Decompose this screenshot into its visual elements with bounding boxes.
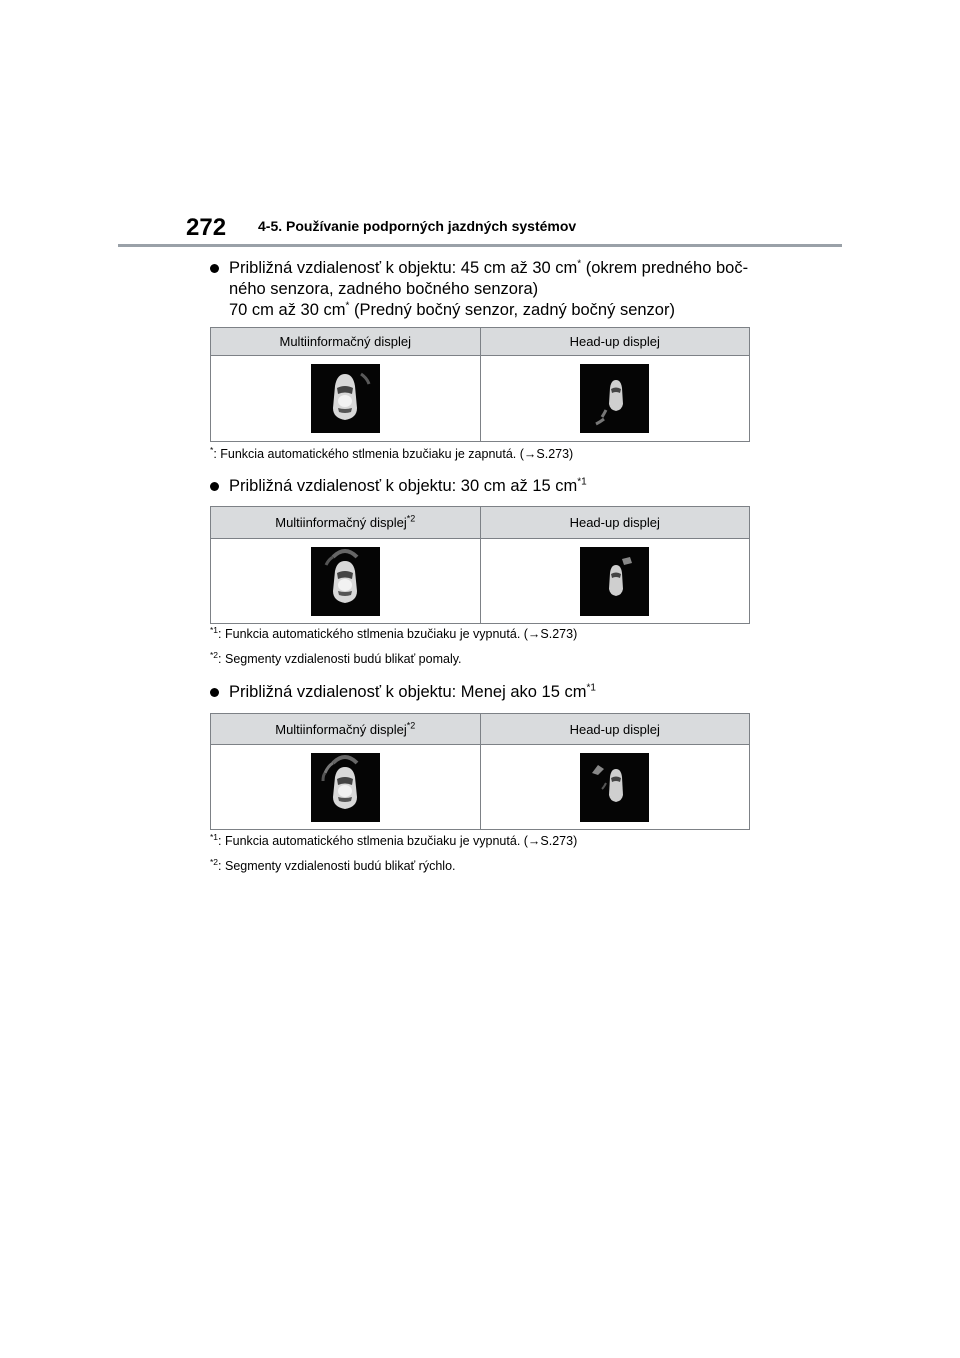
hud-sensor-image bbox=[580, 753, 649, 822]
bullet-line: 70 cm až 30 cm* (Predný bočný senzor, zadný bočný senzor) bbox=[229, 300, 675, 319]
header-divider bbox=[118, 244, 842, 247]
page-number: 272 bbox=[186, 214, 227, 241]
footnote: $^{*2}$: Segmenty vzdialenosti budú blikať pomaly. bbox=[210, 649, 462, 666]
column-header-multiinfo: Multiinformačný displej bbox=[211, 328, 481, 356]
bullet-line: Približná vzdialenosť k objektu: 30 cm až 15 $cm^{*1}$ bbox=[229, 476, 587, 495]
bullet-distance-under-15 bbox=[210, 682, 596, 703]
multiinfo-display-cell bbox=[211, 356, 481, 442]
bullet-icon bbox=[210, 688, 219, 697]
hud-display-cell bbox=[480, 539, 750, 624]
display-table bbox=[210, 713, 750, 830]
footnote: $^{*1}$: Funkcia automatického stlmenia bzučiaku je vypnutá. (→S.273) bbox=[210, 831, 578, 848]
section-title: 4-5. Používanie podporných jazdných systémov bbox=[258, 218, 577, 234]
multiinfo-display-cell bbox=[211, 745, 481, 830]
hud-display-cell bbox=[480, 745, 750, 830]
column-header-hud: Head-up displej bbox=[480, 714, 750, 745]
bullet-line: ného senzora, zadného bočného senzora) bbox=[229, 280, 539, 298]
bullet-icon bbox=[210, 264, 219, 273]
bullet-distance-30-15 bbox=[210, 476, 587, 497]
footnote: $^{*2}$: Segmenty vzdialenosti budú blikať rýchlo. bbox=[210, 856, 456, 873]
column-header-hud: Head-up displej bbox=[480, 328, 750, 356]
multiinfo-sensor-image bbox=[311, 753, 380, 822]
footnote: $^{*1}$: Funkcia automatického stlmenia bzučiaku je vypnutá. (→S.273) bbox=[210, 624, 578, 641]
column-header-hud: Head-up displej bbox=[480, 507, 750, 539]
display-table bbox=[210, 506, 750, 624]
bullet-icon bbox=[210, 482, 219, 491]
bullet-distance-45-30 bbox=[210, 258, 748, 321]
footnote: *: Funkcia automatického stlmenia bzučiaku je zapnutá. (→S.273) bbox=[210, 444, 574, 461]
hud-sensor-image bbox=[580, 364, 649, 433]
display-table bbox=[210, 327, 750, 442]
multiinfo-display-cell bbox=[211, 539, 481, 624]
column-header-multiinfo: Multiinformačný displej$^{*2}$ bbox=[211, 714, 481, 745]
hud-display-cell bbox=[480, 356, 750, 442]
bullet-line: Približná vzdialenosť k objektu: Menej ako 15 $cm^{*1}$ bbox=[229, 682, 596, 701]
column-header-multiinfo: Multiinformačný displej$^{*2}$ bbox=[211, 507, 481, 539]
multiinfo-sensor-image bbox=[311, 547, 380, 616]
multiinfo-sensor-image bbox=[311, 364, 380, 433]
bullet-line: Približná vzdialenosť k objektu: 45 cm až 30 cm* (okrem predného boč- bbox=[229, 258, 749, 277]
hud-sensor-image bbox=[580, 547, 649, 616]
